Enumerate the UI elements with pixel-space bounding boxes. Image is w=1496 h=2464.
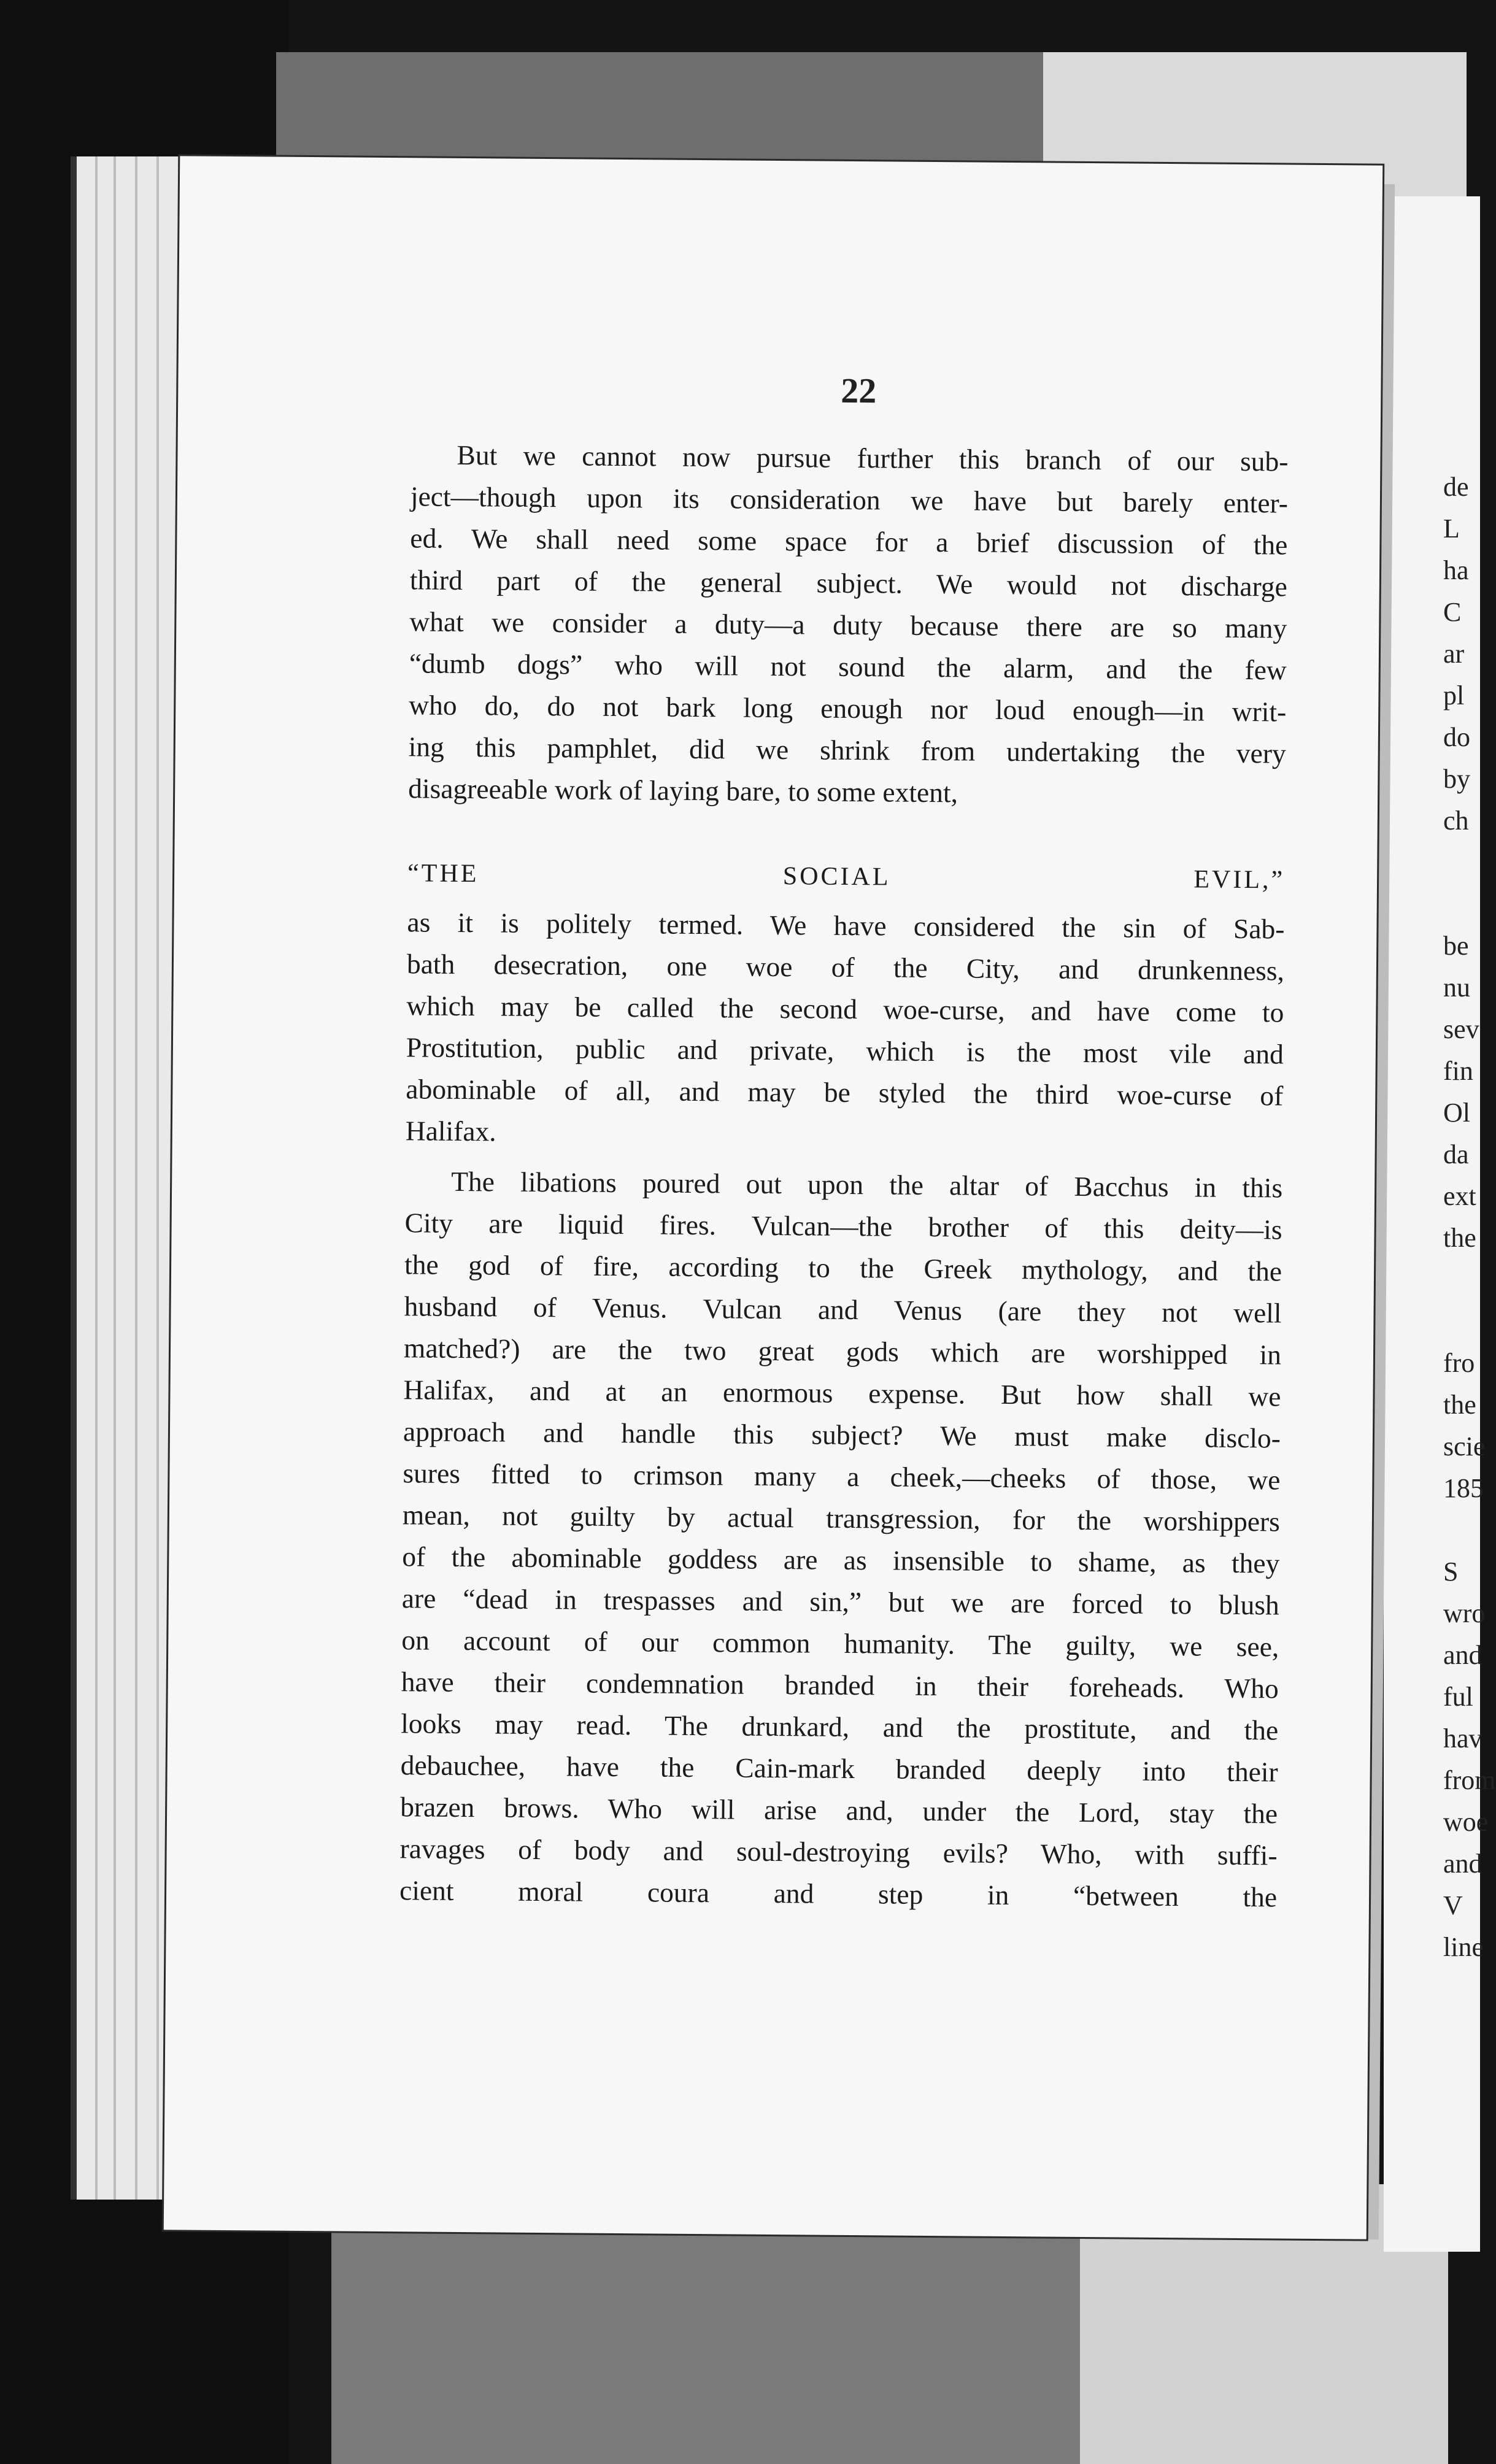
text-line: looks may read. The drunkard, and the prostitute, and the (401, 1707, 1279, 1746)
right-page-fragment: from (1443, 1765, 1496, 1795)
right-page-fragment: nu (1443, 972, 1470, 1003)
text-line: ing this pamphlet, did we shrink from undertaking the very (408, 731, 1286, 769)
text-line: disagreeable work of laying bare, to some extent, (408, 772, 958, 809)
text-line: abominable of all, and may be styled the third woe-curse of (406, 1073, 1284, 1112)
right-page-fragment: hav (1443, 1723, 1483, 1754)
text-line: the god of fire, according to the Greek mythology, and the (404, 1249, 1282, 1287)
right-page-fragment (1443, 884, 1480, 925)
text-line: are “dead in trespasses and sin,” but we are forced to blush (401, 1582, 1280, 1621)
text-line: bath desecration, one woe of the City, and drunkenness, (406, 948, 1285, 987)
left-page (164, 156, 1382, 2239)
text-line: ject—though upon its consideration we have but barely enter- (410, 480, 1289, 519)
right-page-fragment: sev (1443, 1014, 1479, 1044)
text-line: mean, not guilty by actual transgression, for the worshippers (402, 1499, 1281, 1538)
text-line: But we cannot now pursue further this branch of our sub- (457, 439, 1289, 477)
text-line: ravages of body and soul-destroying evils? Who, with suffi- (399, 1833, 1278, 1871)
right-page-fragment: woe (1443, 1807, 1489, 1837)
right-page-fragment: de (1443, 472, 1469, 502)
text-line: matched?) are the two great gods which are worshipped in (403, 1332, 1282, 1371)
text-line: Halifax. (405, 1115, 496, 1147)
text-line: ed. We shall need some space for a brief discussion of the (410, 522, 1288, 561)
right-page-fragment: wro (1443, 1598, 1486, 1628)
text-line: third part of the general subject. We would not discharge (409, 564, 1288, 603)
right-page-fragment: the (1443, 1390, 1476, 1420)
right-page-fragment (1443, 1259, 1480, 1301)
right-page-fragment: do (1443, 722, 1470, 752)
right-page-fragment: scie (1443, 1431, 1486, 1461)
right-page-fragment: 185 (1443, 1473, 1484, 1503)
right-page-fragment: S (1443, 1557, 1459, 1587)
text-line: approach and handle this subject? We must make disclo- (403, 1415, 1281, 1454)
right-page-fragment: C (1443, 597, 1462, 627)
text-line: as it is politely termed. We have considered the sin of Sab- (407, 906, 1285, 945)
right-page-fragment: fin (1443, 1056, 1473, 1086)
page-number: 22 (841, 370, 877, 411)
text-line: Prostitution, public and private, which is the most vile and (406, 1031, 1284, 1070)
right-page-fragment: and (1443, 1849, 1483, 1879)
text-line: Halifax, and at an enormous expense. But how shall we (403, 1374, 1281, 1412)
body-text (399, 434, 1289, 1918)
right-page-fragment: line (1443, 1932, 1484, 1962)
right-page-fragment (1443, 842, 1480, 884)
right-page-fragment: be (1443, 931, 1469, 961)
right-page-fragment: V (1443, 1890, 1463, 1920)
section-heading: “THE SOCIAL EVIL,” (407, 859, 1286, 895)
right-page-fragment: the (1443, 1223, 1476, 1253)
text-line: City are liquid fires. Vulcan—the brother of this deity—is (404, 1207, 1282, 1245)
paragraph-3 (399, 1160, 1283, 1918)
right-page-fragment: by (1443, 764, 1470, 794)
text-line: “dumb dogs” who will not sound the alarm, and the few (409, 647, 1287, 686)
text-line: cient moral coura and step in “between the (399, 1874, 1278, 1913)
right-page-fragment (1443, 1509, 1480, 1551)
text-line: sures fitted to crimson many a cheek,—cheeks of those, we (403, 1457, 1281, 1496)
text-line: have their condemnation branded in their foreheads. Who (401, 1666, 1279, 1704)
text-line: who do, do not bark long enough nor loud enough—in writ- (409, 689, 1287, 728)
text-line: on account of our common humanity. The guilty, we see, (401, 1624, 1279, 1663)
right-page-fragment: ha (1443, 555, 1469, 585)
right-page-fragment: L (1443, 514, 1460, 544)
right-page-fragment: ar (1443, 639, 1465, 669)
right-page-fragment: ful (1443, 1682, 1473, 1712)
paragraph-2 (406, 901, 1285, 1158)
right-page-fragment: ext (1443, 1181, 1476, 1211)
text-line: which may be called the second woe-curse, and have come to (406, 990, 1284, 1028)
text-line: The libations poured out upon the altar of Bacchus in this (450, 1165, 1283, 1204)
right-page-fragment: da (1443, 1139, 1469, 1169)
text-line: of the abominable goddess are as insensible to shame, as they (402, 1541, 1280, 1579)
text-line: brazen brows. Who will arise and, under the Lord, stay the (399, 1791, 1278, 1830)
text-line: debauchee, have the Cain-mark branded deeply into their (400, 1749, 1278, 1788)
text-line: what we consider a duty—a duty because there are so many (409, 606, 1287, 644)
right-page-fragment (1443, 1301, 1480, 1342)
right-page-fragment: pl (1443, 680, 1465, 710)
right-page-fragment: Ol (1443, 1098, 1470, 1128)
right-page-fragment: and (1443, 1640, 1483, 1670)
paragraph-1 (408, 434, 1289, 816)
right-page-fragment: ch (1443, 806, 1469, 836)
right-page-fragments (1443, 466, 1496, 1968)
right-page-fragment: fro (1443, 1348, 1475, 1378)
text-line: husband of Venus. Vulcan and Venus (are they not well (404, 1290, 1282, 1329)
